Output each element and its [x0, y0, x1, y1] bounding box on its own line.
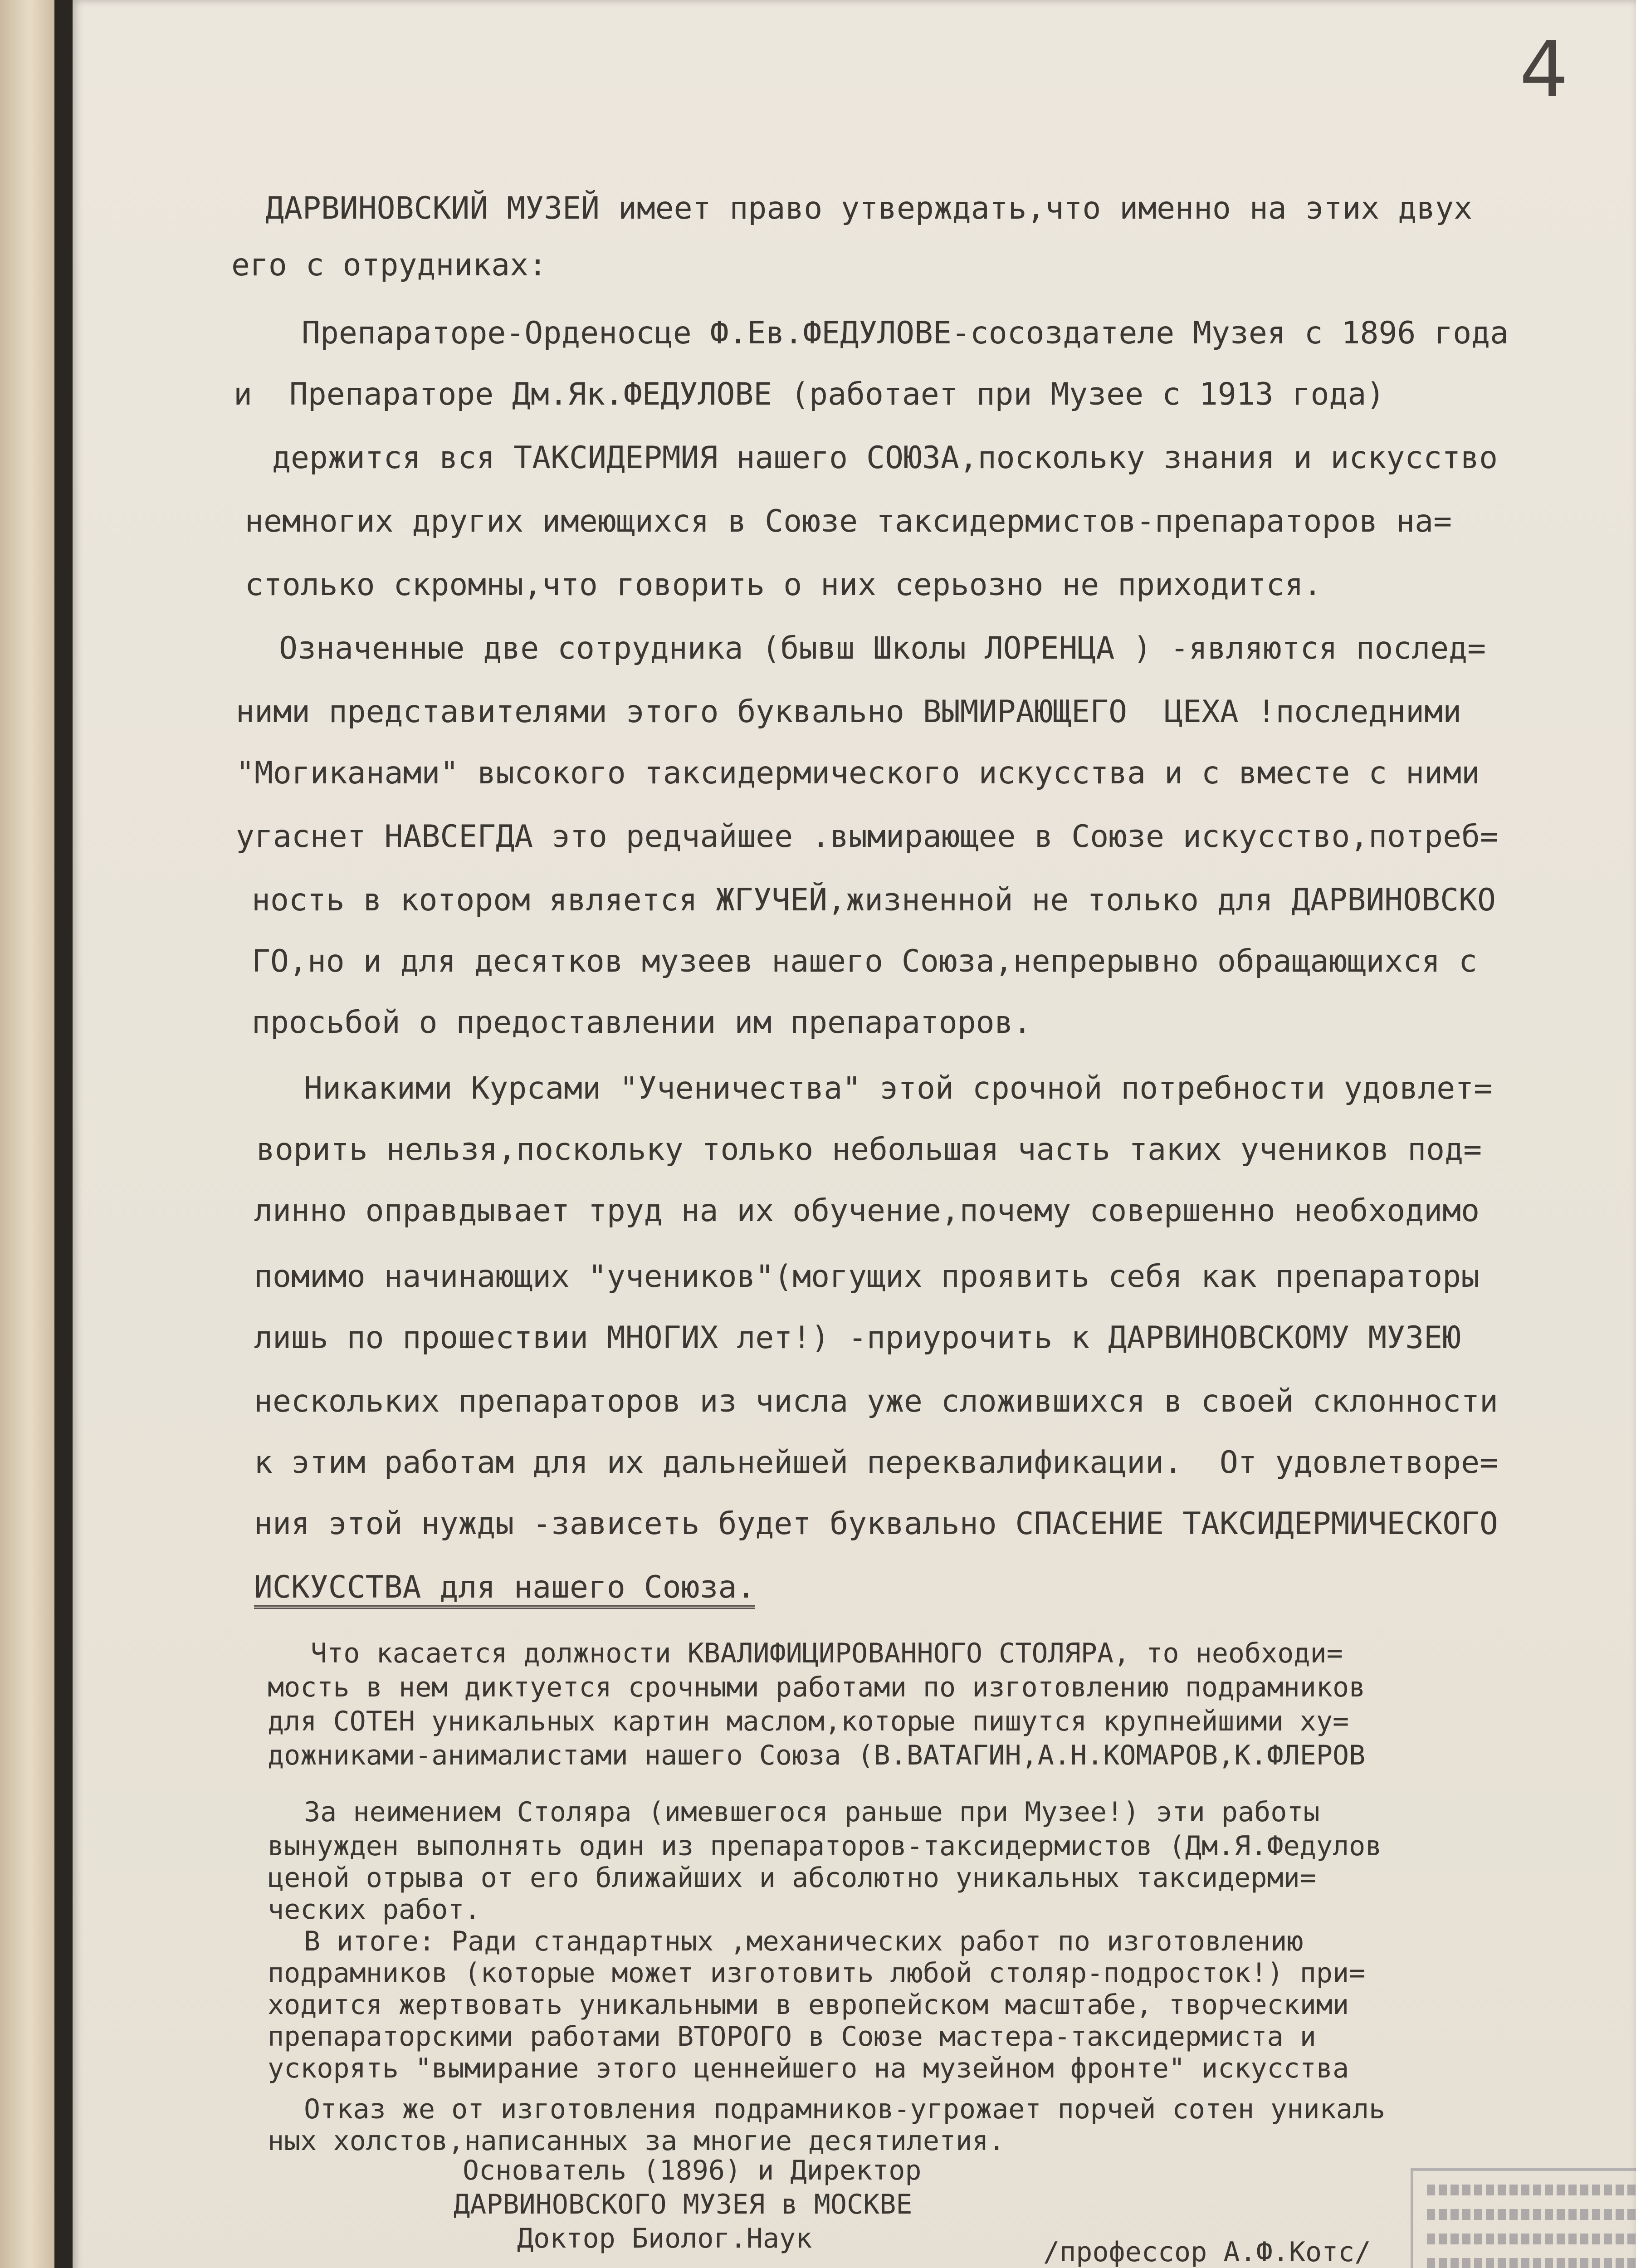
- text-line: просьбой о предоставлении им препараторов.: [252, 1005, 1032, 1041]
- small-text-line: препараторскими работами ВТОРОГО в Союзе мастера-таксидермиста и: [268, 2021, 1316, 2053]
- text-line: ность в котором является ЖГУЧЕЙ,жизненной не только для ДАРВИНОВСКО: [252, 882, 1496, 918]
- text-line: Означенные две сотрудника (бывш Школы ЛОРЕНЦА ) -являются послед=: [279, 631, 1486, 666]
- small-text-line: мость в нем диктуется срочными работами по изготовлению подрамников: [268, 1672, 1366, 1703]
- text-line: ния этой нужды -зависеть будет буквально СПАСЕНИЕ ТАКСИДЕРМИЧЕСКОГО: [254, 1506, 1498, 1542]
- text-line: ДАРВИНОВСКИЙ МУЗЕЙ имеет право утверждать,что именно на этих двух: [265, 191, 1473, 226]
- text-line: угаснет НАВСЕГДА это редчайшее .вымирающее в Союзе искусство,потреб=: [236, 819, 1499, 855]
- small-text-line: подрамников (которые может изготовить любой столяр-подросток!) при=: [268, 1957, 1366, 1989]
- text-line: ГО,но и для десятков музеев нашего Союза,непрерывно обращающихся с: [252, 943, 1478, 979]
- text-line: ними представителями этого буквально ВЫМИРАЮЩЕГО ЦЕХА !последними: [236, 694, 1462, 730]
- small-text-line: ценой отрыва от его ближайших и абсолютно уникальных таксидерми=: [268, 1862, 1316, 1894]
- text-line: ворить нельзя,поскольку только небольшая часть таких учеников под=: [256, 1132, 1482, 1168]
- text-line: лишь по прошествии МНОГИХ лет!) -приурочить к ДАРВИНОВСКОМУ МУЗЕЮ: [254, 1320, 1461, 1356]
- small-text-line: дожниками-анималистами нашего Союза (В.ВАТАГИН,А.Н.КОМАРОВ,К.ФЛЕРОВ: [268, 1740, 1366, 1771]
- text-line: держится вся ТАКСИДЕРМИЯ нашего СОЮЗА,поскольку знания и искусство: [272, 440, 1498, 476]
- signature-degree: Доктор Биолог.Наук: [517, 2223, 812, 2254]
- small-text-line: ческих работ.: [268, 1894, 481, 1926]
- signature-name: /профессор А.Ф.Котс/: [1043, 2236, 1371, 2268]
- archive-binding-edge: [0, 0, 54, 2268]
- archive-stamp: [1411, 2168, 1636, 2268]
- small-text-line: вынужден выполнять один из препараторов-таксидермистов (Дм.Я.Федулов: [268, 1830, 1382, 1862]
- small-text-line: Отказ же от изготовления подрамников-угрожает порчей сотен уникаль: [304, 2093, 1386, 2125]
- text-line: его с отрудниках:: [231, 247, 547, 283]
- text-line: нескольких препараторов из числа уже сложившихся в своей склонности: [254, 1383, 1498, 1419]
- signature-title: Основатель (1896) и Директор: [463, 2155, 922, 2186]
- text-line: помимо начинающих "учеников"(могущих проявить себя как препараторы: [254, 1259, 1480, 1295]
- text-line: "Могиканами" высокого таксидермического искусства и с вместе с ними: [236, 755, 1480, 791]
- text-line: Никакими Курсами "Ученичества" этой срочной потребности удовлет=: [304, 1070, 1493, 1106]
- text-line: столько скромны,что говорить о них серьозно не приходится.: [245, 567, 1322, 603]
- small-text-line: ускорять "вымирание этого ценнейшего на музейном фронте" искусства: [268, 2053, 1349, 2084]
- small-text-line: ных холстов,написанных за многие десятилетия.: [268, 2125, 1005, 2157]
- small-text-line: Что касается должности КВАЛИФИЦИРОВАННОГО СТОЛЯРА, то необходи=: [311, 1637, 1343, 1669]
- small-text-line: В итоге: Ради стандартных ,механических работ по изготовлению: [304, 1926, 1304, 1957]
- text-line: линно оправдывает труд на их обучение,почему совершенно необходимо: [254, 1193, 1480, 1229]
- text-line: Препараторе-Орденосце Ф.Ев.ФЕДУЛОВЕ-сосоздателе Музея с 1896 года: [302, 315, 1509, 351]
- small-text-line: для СОТЕН уникальных картин маслом,которые пишутся крупнейшими ху=: [268, 1706, 1349, 1737]
- small-text-line: За неимением Столяра (имевшегося раньше при Музее!) эти работы: [304, 1796, 1320, 1828]
- text-line: и Препараторе Дм.Як.ФЕДУЛОВЕ (работает при Музее с 1913 года): [234, 376, 1385, 412]
- typewritten-page: [73, 0, 1636, 2268]
- handwritten-page-number: 4: [1519, 25, 1569, 115]
- text-line: немногих других имеющихся в Союзе таксидермистов-препараторов на=: [245, 503, 1452, 539]
- small-text-line: ходится жертвовать уникальными в европейском масштабе, творческими: [268, 1989, 1349, 2021]
- signature-museum: ДАРВИНОВСКОГО МУЗЕЯ в МОСКВЕ: [454, 2189, 913, 2220]
- text-line: ИСКУССТВА для нашего Союза.: [254, 1569, 755, 1609]
- text-line: к этим работам для их дальнейшей переквалификации. От удовлетворе=: [254, 1445, 1498, 1481]
